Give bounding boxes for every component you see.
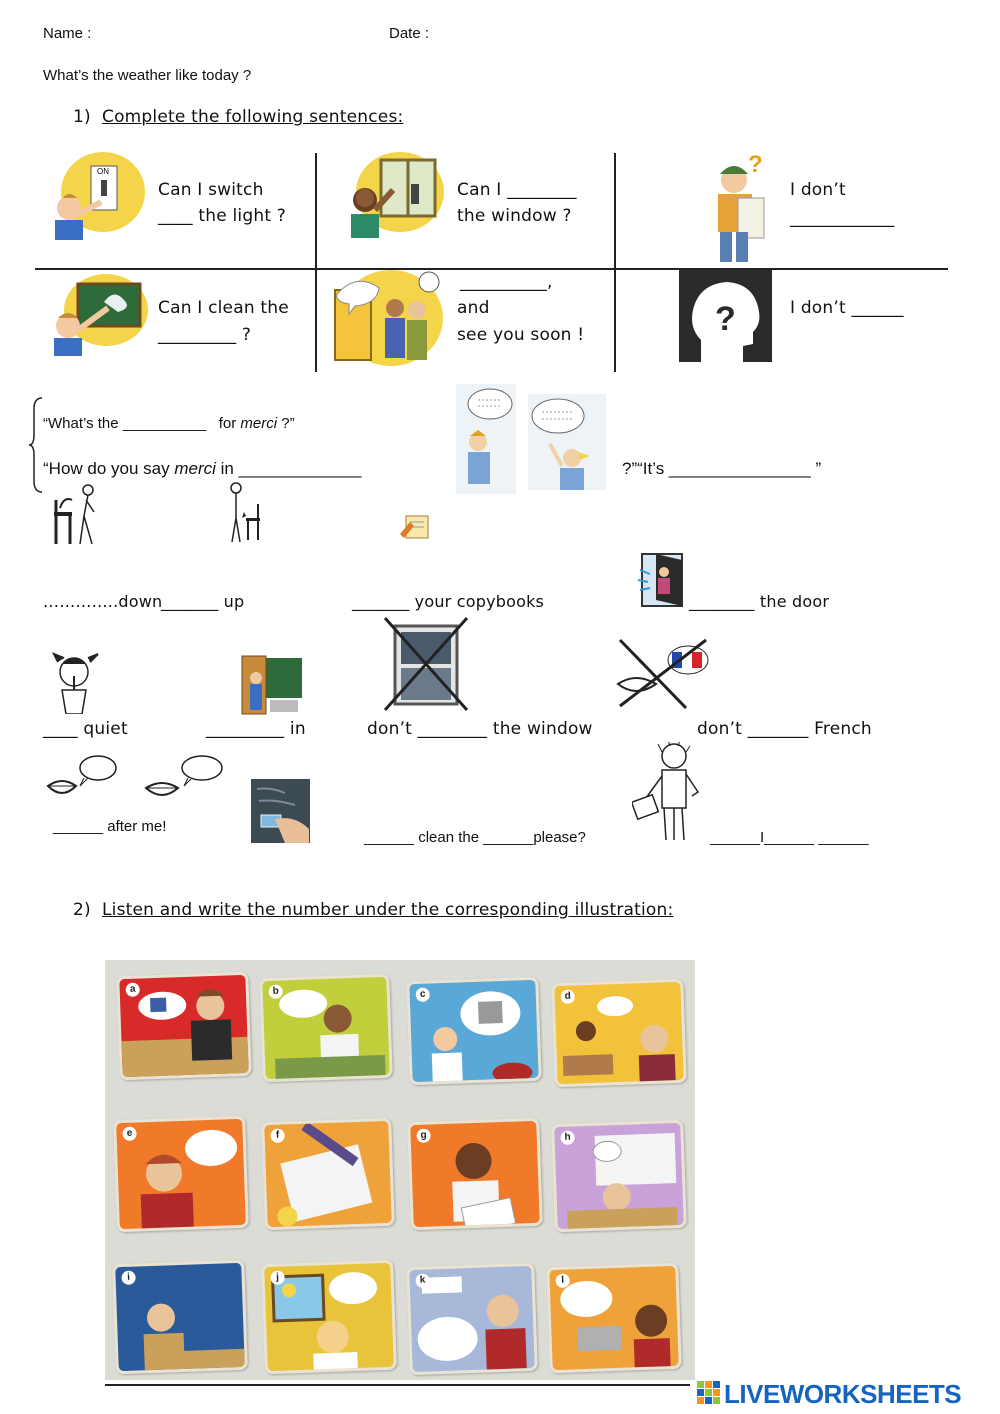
quote2-part-c: in _____________ bbox=[215, 459, 362, 478]
card-label: c bbox=[415, 988, 429, 1002]
open-book-pictogram bbox=[398, 512, 432, 542]
brand-text bbox=[724, 1379, 961, 1410]
curly-brace bbox=[28, 397, 44, 493]
sit-down-pictogram bbox=[50, 482, 100, 548]
illustration-card-f bbox=[261, 1118, 395, 1230]
card-label: h bbox=[560, 1131, 574, 1145]
card-label: k bbox=[415, 1273, 429, 1287]
come-in-pictogram bbox=[240, 654, 302, 716]
card-label: b bbox=[268, 984, 282, 998]
quote1-part-a: “What’s the __________ bbox=[43, 415, 207, 432]
illustration-card-k bbox=[406, 1263, 538, 1375]
card-label: j bbox=[270, 1271, 284, 1285]
answering-girl-illustration bbox=[528, 394, 606, 490]
illustration-card-j bbox=[261, 1260, 397, 1375]
cell1-line1: Can I switch bbox=[158, 180, 264, 200]
cell4-line1: Can I clean the bbox=[158, 298, 289, 318]
row1-sit-down: …………..down bbox=[43, 592, 163, 611]
card-label: e bbox=[122, 1127, 136, 1141]
grid-vertical-divider-2 bbox=[614, 153, 616, 372]
svg-text:ON: ON bbox=[97, 167, 109, 176]
cell3-line2: ____________ bbox=[790, 208, 895, 228]
row2-french: don’t _______ French bbox=[697, 719, 872, 739]
card-label: f bbox=[270, 1128, 284, 1142]
card-label: i bbox=[121, 1271, 135, 1285]
section2-title: Listen and write the number under the corresponding illustration: bbox=[102, 900, 674, 920]
card-label: a bbox=[125, 983, 139, 997]
row1-stand-up: _______ up bbox=[161, 592, 245, 611]
illustration-card-d bbox=[551, 979, 687, 1088]
cell1-line2: ____ the light ? bbox=[158, 206, 287, 226]
be-quiet-pictogram bbox=[52, 650, 100, 714]
cell4-line2: _________ ? bbox=[158, 325, 252, 345]
light-switch-illustration bbox=[45, 150, 145, 240]
row3-clean-board: ______ clean the ______please? bbox=[364, 829, 586, 846]
svg-text:?: ? bbox=[748, 151, 763, 178]
card-label: g bbox=[416, 1129, 430, 1143]
brand-worksheets: WORKSHEETS bbox=[779, 1379, 962, 1409]
cell6-line1: I don’t ______ bbox=[790, 298, 904, 318]
quote1-part-d: ?” bbox=[277, 415, 295, 432]
grid-horizontal-divider bbox=[35, 268, 948, 270]
svg-text:?: ? bbox=[715, 300, 736, 338]
do-not-open-window-pictogram bbox=[383, 616, 469, 712]
open-window-illustration bbox=[345, 150, 445, 240]
cell2-line2: the window ? bbox=[457, 206, 572, 226]
repeat-lips-pictogram-2 bbox=[144, 754, 224, 806]
close-door-pictogram bbox=[636, 552, 688, 608]
illustration-card-a bbox=[116, 972, 252, 1081]
card-label: d bbox=[560, 990, 574, 1004]
quote3: ?”“It’s _______________ ” bbox=[622, 459, 822, 478]
quote2-part-a: “How do you say bbox=[43, 459, 175, 478]
cell2-line1: Can I ________ bbox=[457, 180, 577, 200]
illustration-card-h bbox=[551, 1120, 687, 1233]
illustration-card-l bbox=[546, 1263, 682, 1374]
illustration-card-c bbox=[406, 977, 542, 1086]
logo-icon bbox=[697, 1381, 721, 1405]
bottom-rule bbox=[105, 1384, 690, 1386]
date-label: Date : bbox=[389, 25, 430, 42]
illustration-card-i bbox=[112, 1260, 248, 1375]
weather-question: What’s the weather like today ? bbox=[43, 67, 252, 84]
row1-door: ________ the door bbox=[689, 592, 830, 611]
illustration-card-e bbox=[113, 1116, 249, 1233]
question-head-icon bbox=[679, 270, 772, 362]
asking-boy-illustration bbox=[456, 384, 516, 494]
cell5-line3: see you soon ! bbox=[457, 325, 585, 345]
repeat-lips-pictogram-1 bbox=[46, 754, 118, 804]
stand-up-pictogram bbox=[224, 482, 264, 544]
cell5-line1: __________, bbox=[460, 272, 553, 292]
card-label: l bbox=[555, 1274, 569, 1288]
quote1 bbox=[43, 415, 295, 432]
student-with-bag-pictogram bbox=[632, 742, 710, 844]
grid-vertical-divider-1 bbox=[315, 153, 317, 372]
clean-board-illustration bbox=[48, 272, 148, 356]
quote2-merci: merci bbox=[174, 459, 216, 478]
row3-answer: ______I______ ______ bbox=[710, 829, 869, 846]
goodbye-door-illustration bbox=[333, 268, 443, 370]
cell5-line2: and bbox=[457, 298, 490, 318]
row2-come-in: _________ in bbox=[206, 719, 306, 739]
quote2 bbox=[43, 459, 362, 479]
row2-quiet: ____ quiet bbox=[43, 719, 128, 739]
section2-number: 2) bbox=[73, 900, 91, 920]
row3-repeat: ______ after me! bbox=[53, 818, 167, 835]
row1-copybooks: _______ your copybooks bbox=[352, 592, 545, 611]
confused-man-illustration bbox=[704, 150, 774, 268]
liveworksheets-logo bbox=[697, 1379, 997, 1409]
brand-live: LIVE bbox=[724, 1379, 780, 1409]
row2-window: don’t ________ the window bbox=[367, 719, 593, 739]
section1-number: 1) bbox=[73, 107, 91, 127]
illustration-card-b bbox=[259, 974, 393, 1082]
name-label: Name : bbox=[43, 25, 92, 42]
do-not-speak-french-pictogram bbox=[616, 636, 710, 712]
quote1-merci: merci bbox=[240, 415, 278, 432]
clean-board-photo bbox=[251, 779, 310, 843]
section1-title: Complete the following sentences: bbox=[102, 107, 404, 127]
illustration-card-g bbox=[407, 1118, 543, 1231]
cell3-line1: I don’t bbox=[790, 180, 846, 200]
quote1-part-b: for bbox=[218, 415, 241, 432]
